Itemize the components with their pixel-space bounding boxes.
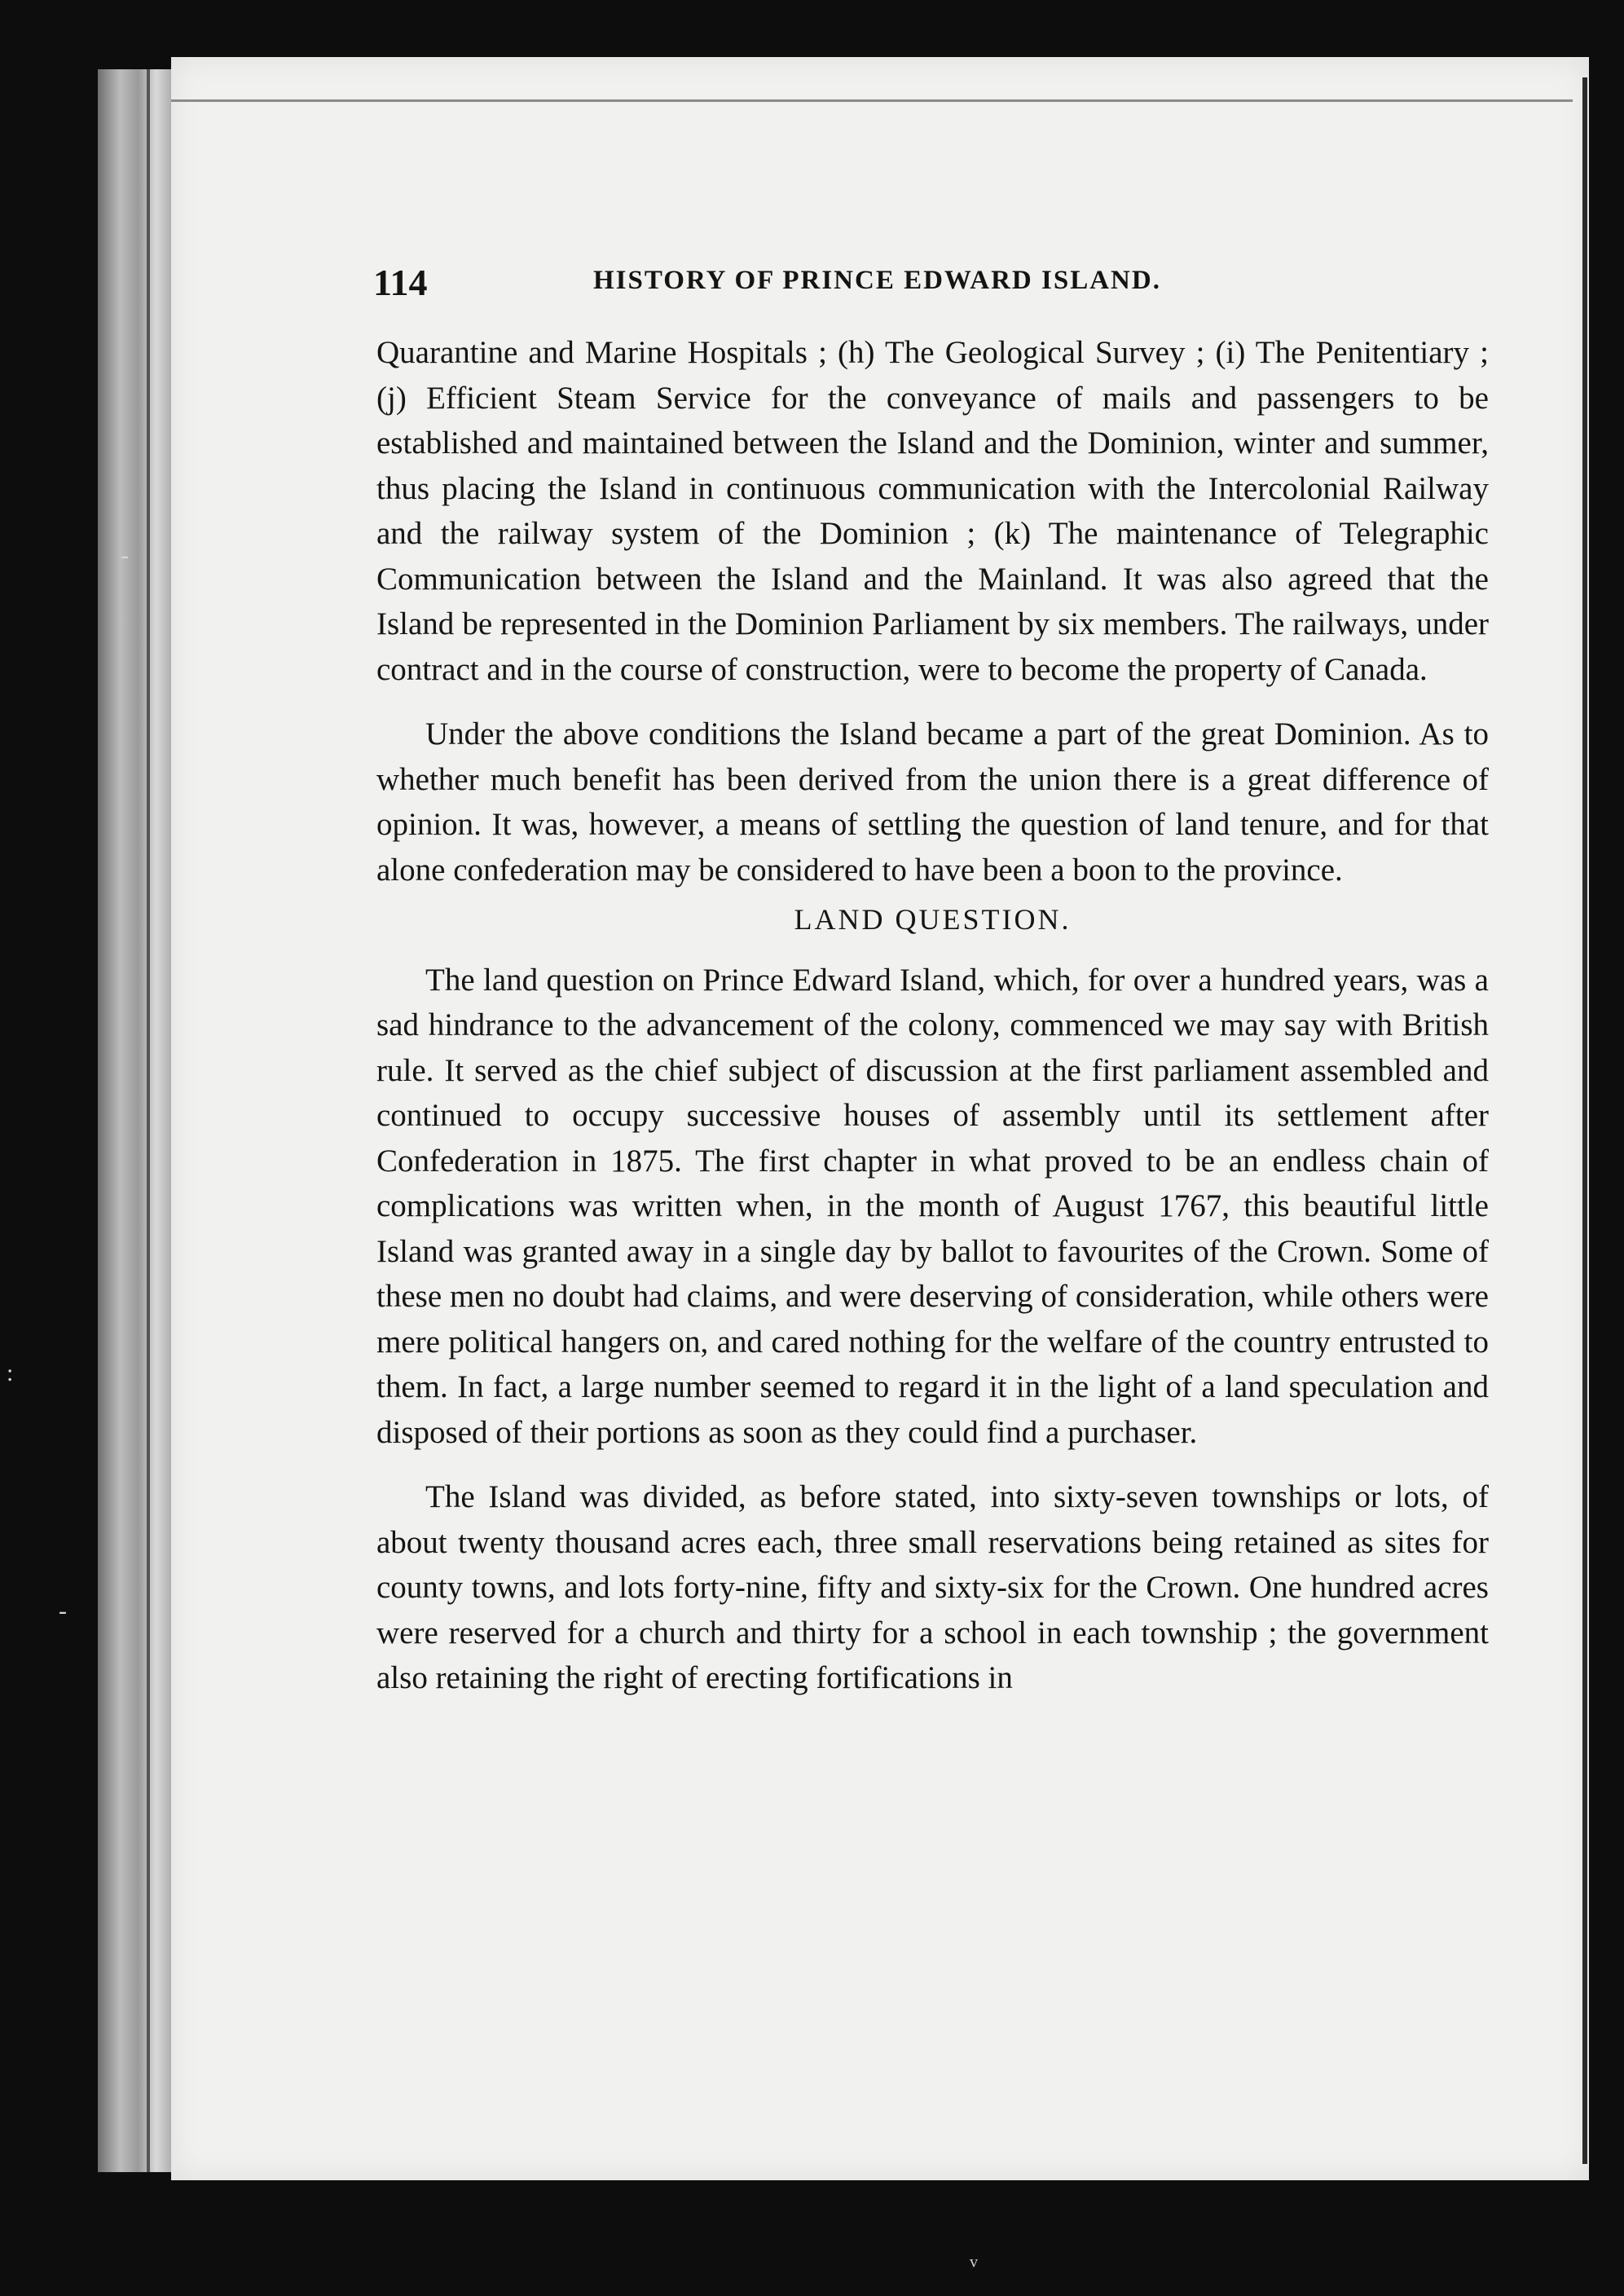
paragraph: The Island was divided, as before stated, into sixty-seven townships or lots, of about twenty thousand acres each, three small reservations being retained as sites for county towns, and lots forty-nine, fifty and sixty-six for the Crown. One hundred acres were reserved for a church and thirty for a school in each township ; the government also retaining the right of erecting fortifications in	[376, 1479, 1489, 1695]
paragraph: The land question on Prince Edward Island, which, for over a hundred years, was a sad hindrance to the advancement of the colony, commenced we may say with British rule. It served as the chief subject of discussion at the first parliament assembled and continued to occupy successive houses of assembly until its settlement after Confederation in 1875. The first chapter in what proved to be an endless chain of complications was written when, in the month of August 1767, this beautiful little Island was granted away in a single day by ballot to favourites of the Crown. Some of these men no doubt had claims, and were deserving of consideration, while others were mere political hangers on, and cared nothing for the welfare of the country entrusted to them. In fact, a large number seemed to regard it in the light of a land speculation and disposed of their portions as soon as they could find a purchaser.	[376, 962, 1489, 1450]
margin-speck: -	[121, 542, 129, 569]
margin-speck: -	[59, 1598, 67, 1624]
body-text	[376, 330, 1489, 1701]
page-top-edge	[171, 99, 1573, 102]
paragraph: Quarantine and Marine Hospitals ; (h) The Geological Survey ; (i) The Penitentiary ; (j) Efficient Steam Service for the conveyance of mails and passengers to be established and maintained between the Island and the Dominion, winter and summer, thus placing the Island in continuous communication with the Intercolonial Railway and the railway system of the Dominion ; (k) The maintenance of Telegraphic Communication between the Island and the Mainland. It was also agreed that the Island be represented in the Dominion Parliament by six members. The railways, under contract and in the course of construction, were to become the property of Canada.	[376, 335, 1489, 687]
page-right-edge	[1582, 77, 1587, 2164]
paragraph: Under the above conditions the Island became a part of the great Dominion. As to whether much benefit has been derived from the union there is a great difference of opinion. It was, however, a means of settling the question of land tenure, and for that alone confederation may be considered to have been a boon to the province.	[376, 716, 1489, 888]
running-head	[373, 261, 1498, 310]
margin-speck: :	[7, 1360, 14, 1386]
binding-shadow-line	[147, 69, 150, 2172]
section-heading: LAND QUESTION.	[794, 903, 1072, 936]
running-title: HISTORY OF PRINCE EDWARD ISLAND.	[593, 266, 1161, 295]
bottom-speck: ᵛ	[970, 2251, 978, 2281]
page-number: 114	[373, 262, 428, 303]
